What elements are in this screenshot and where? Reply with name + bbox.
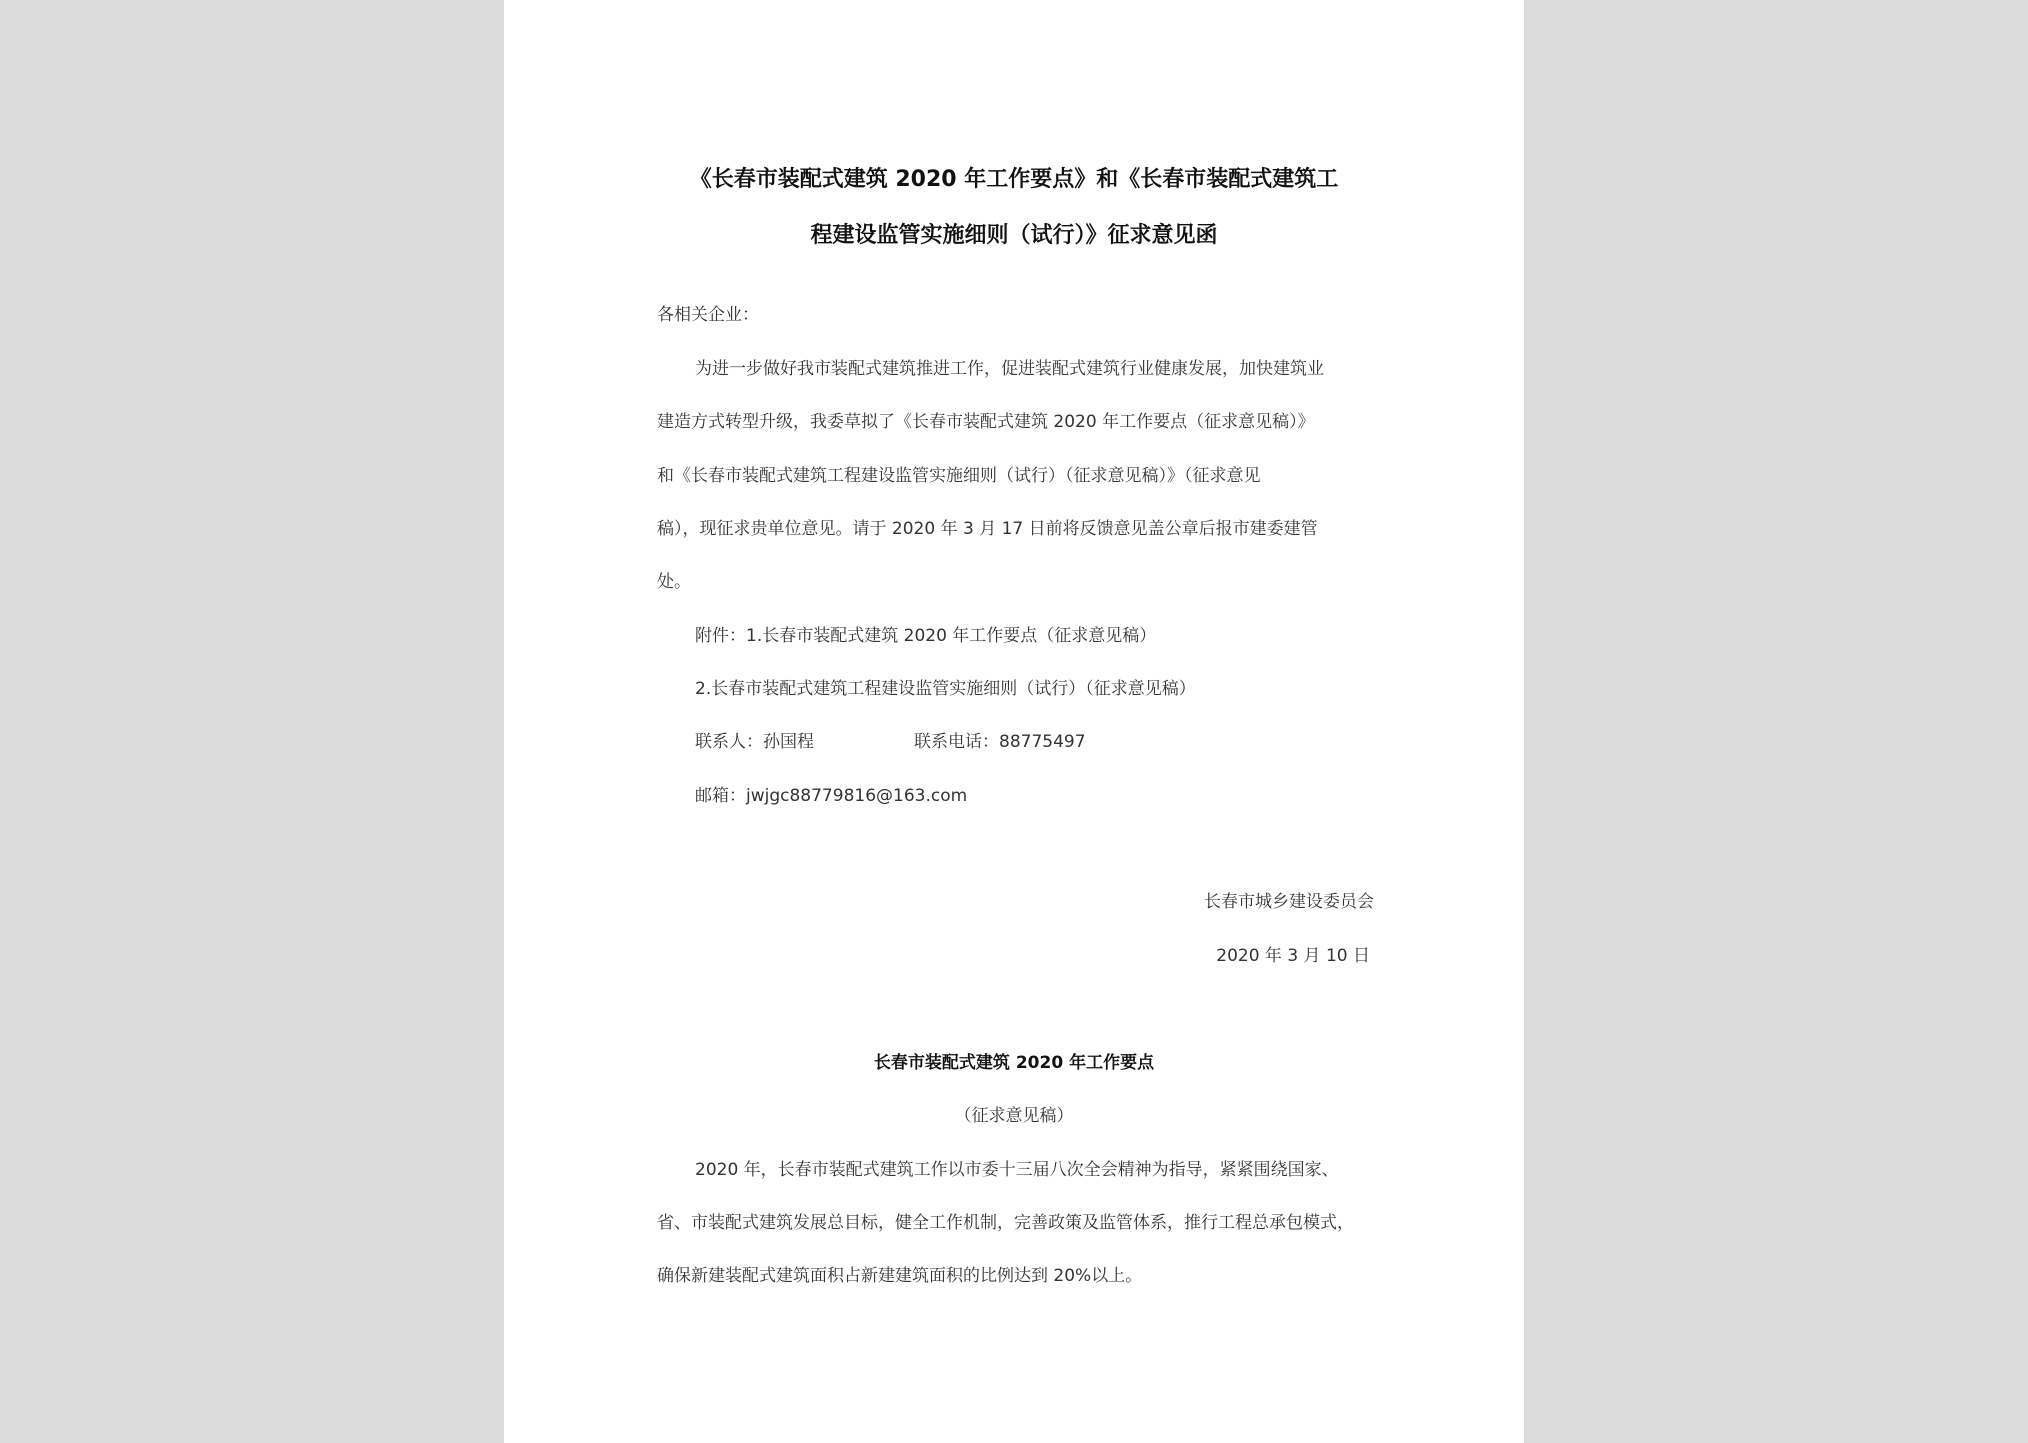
section-paragraph-line: 2020 年，长春市装配式建筑工作以市委十三届八次全会精神为指导，紧紧围绕国家、 — [695, 1160, 1339, 1180]
contact-phone: 联系电话：88775497 — [914, 732, 1086, 752]
letter-paragraph-line: 和《长春市装配式建筑工程建设监管实施细则（试行）（征求意见稿）》（征求意见 — [657, 466, 1261, 486]
attachment-1: 附件：1.长春市装配式建筑 2020 年工作要点（征求意见稿） — [695, 626, 1157, 646]
contact-email: 邮箱：jwjgc88779816@163.com — [695, 786, 968, 806]
letter-paragraph-line: 处。 — [657, 572, 691, 592]
section-title: 长春市装配式建筑 2020 年工作要点 — [873, 1053, 1155, 1073]
contact-person: 联系人：孙国程 — [695, 732, 814, 752]
attachment-2: 2.长春市装配式建筑工程建设监管实施细则（试行）（征求意见稿） — [695, 679, 1196, 699]
salutation: 各相关企业： — [657, 305, 759, 325]
section-subtitle: （征求意见稿） — [954, 1106, 1074, 1126]
letter-paragraph-line: 建造方式转型升级，我委草拟了《长春市装配式建筑 2020 年工作要点（征求意见稿）》 — [657, 412, 1315, 432]
signature-date: 2020 年 3 月 10 日 — [1216, 946, 1370, 966]
letter-paragraph-line: 为进一步做好我市装配式建筑推进工作，促进装配式建筑行业健康发展，加快建筑业 — [695, 359, 1324, 379]
document-page — [504, 0, 1524, 1443]
letter-title-line-2: 程建设监管实施细则（试行）》征求意见函 — [810, 223, 1218, 248]
letter-paragraph-line: 稿），现征求贵单位意见。请于 2020 年 3 月 17 日前将反馈意见盖公章后报市建委建管 — [657, 519, 1318, 539]
letter-title-line-1: 《长春市装配式建筑 2020 年工作要点》和《长春市装配式建筑工 — [689, 167, 1339, 192]
signature-organization: 长春市城乡建设委员会 — [1204, 892, 1374, 912]
section-paragraph-line: 确保新建装配式建筑面积占新建建筑面积的比例达到 20%以上。 — [657, 1266, 1143, 1286]
section-paragraph-line: 省、市装配式建筑发展总目标，健全工作机制，完善政策及监管体系，推行工程总承包模式， — [657, 1213, 1354, 1233]
